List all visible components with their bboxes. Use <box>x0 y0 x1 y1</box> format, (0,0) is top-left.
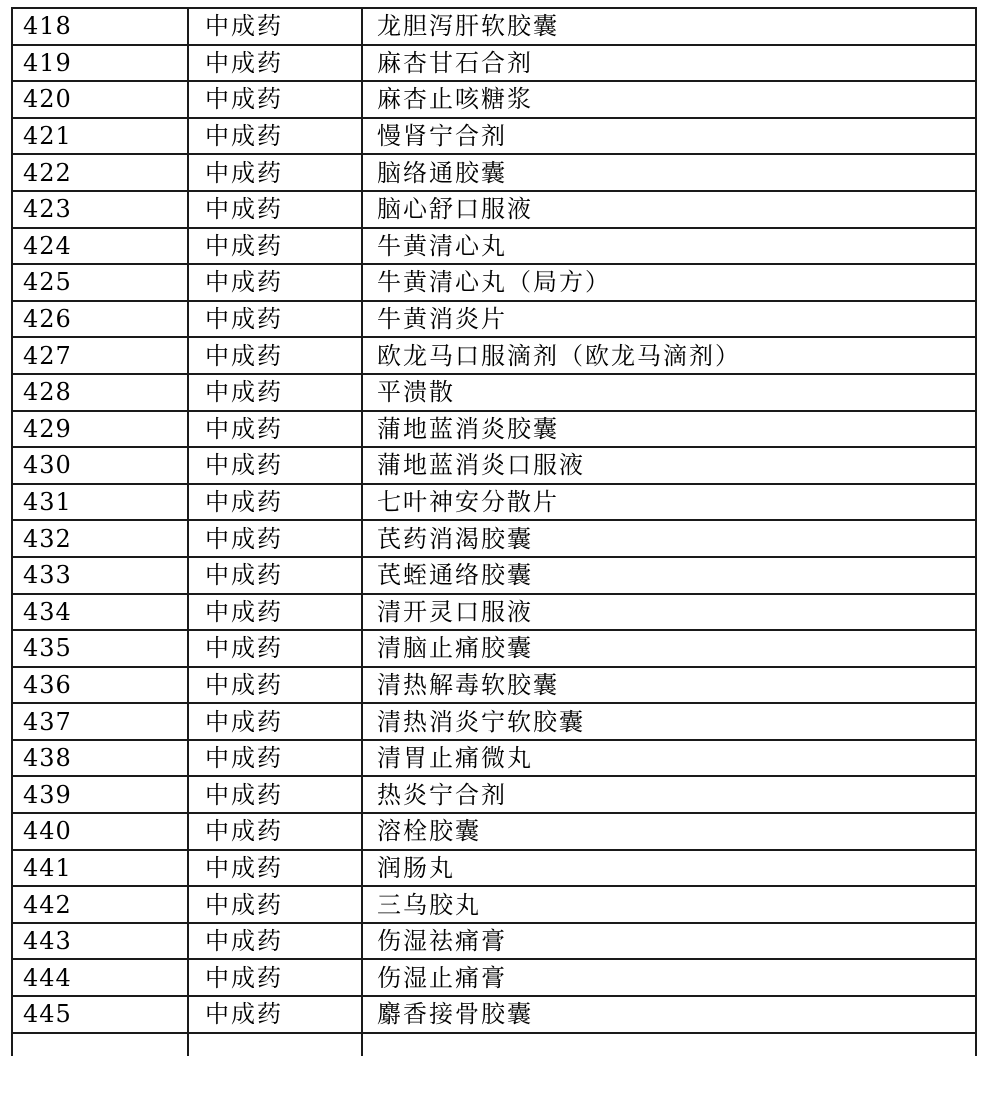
category-cell: 中成药 <box>188 996 362 1033</box>
row-number-cell: 428 <box>12 374 188 411</box>
drug-name-cell: 平溃散 <box>362 374 976 411</box>
category-cell: 中成药 <box>188 959 362 996</box>
row-number-cell: 422 <box>12 154 188 191</box>
drug-name-cell: 蒲地蓝消炎口服液 <box>362 447 976 484</box>
drug-name-cell: 慢肾宁合剂 <box>362 118 976 155</box>
table-row <box>12 191 976 228</box>
row-number-cell: 424 <box>12 228 188 265</box>
row-number-cell: 430 <box>12 447 188 484</box>
drug-name-cell: 牛黄消炎片 <box>362 301 976 338</box>
drug-name-cell: 三乌胶丸 <box>362 886 976 923</box>
cut-off-cell <box>188 1033 362 1056</box>
row-number-cell: 442 <box>12 886 188 923</box>
table-row <box>12 374 976 411</box>
table-row <box>12 520 976 557</box>
table-row <box>12 886 976 923</box>
table-row <box>12 850 976 887</box>
table-row <box>12 740 976 777</box>
drug-name-cell: 麻杏甘石合剂 <box>362 45 976 82</box>
table-row <box>12 557 976 594</box>
drug-name-cell: 脑心舒口服液 <box>362 191 976 228</box>
drug-name-cell: 欧龙马口服滴剂（欧龙马滴剂） <box>362 337 976 374</box>
row-number-cell: 436 <box>12 667 188 704</box>
drug-name-cell: 伤湿祛痛膏 <box>362 923 976 960</box>
drug-name-cell: 清热解毒软胶囊 <box>362 667 976 704</box>
category-cell: 中成药 <box>188 8 362 45</box>
table-row <box>12 447 976 484</box>
table-row <box>12 301 976 338</box>
drug-name-cell: 芪药消渴胶囊 <box>362 520 976 557</box>
cut-off-cell <box>362 1033 976 1056</box>
row-number-cell: 437 <box>12 703 188 740</box>
drug-name-cell: 脑络通胶囊 <box>362 154 976 191</box>
category-cell: 中成药 <box>188 81 362 118</box>
category-cell: 中成药 <box>188 374 362 411</box>
drug-name-cell: 润肠丸 <box>362 850 976 887</box>
row-number-cell: 420 <box>12 81 188 118</box>
table-row <box>12 337 976 374</box>
table-row <box>12 411 976 448</box>
category-cell: 中成药 <box>188 813 362 850</box>
category-cell: 中成药 <box>188 118 362 155</box>
row-number-cell: 427 <box>12 337 188 374</box>
row-number-cell: 423 <box>12 191 188 228</box>
drug-name-cell: 蒲地蓝消炎胶囊 <box>362 411 976 448</box>
drug-list-table <box>11 7 977 1056</box>
drug-list-table-container <box>11 7 977 1056</box>
category-cell: 中成药 <box>188 630 362 667</box>
drug-name-cell: 麻杏止咳糖浆 <box>362 81 976 118</box>
row-number-cell: 432 <box>12 520 188 557</box>
category-cell: 中成药 <box>188 667 362 704</box>
category-cell: 中成药 <box>188 594 362 631</box>
table-row <box>12 776 976 813</box>
drug-name-cell: 伤湿止痛膏 <box>362 959 976 996</box>
row-number-cell: 426 <box>12 301 188 338</box>
category-cell: 中成药 <box>188 776 362 813</box>
category-cell: 中成药 <box>188 923 362 960</box>
drug-name-cell: 龙胆泻肝软胶囊 <box>362 8 976 45</box>
table-row <box>12 959 976 996</box>
category-cell: 中成药 <box>188 228 362 265</box>
row-number-cell: 439 <box>12 776 188 813</box>
category-cell: 中成药 <box>188 45 362 82</box>
category-cell: 中成药 <box>188 191 362 228</box>
category-cell: 中成药 <box>188 411 362 448</box>
category-cell: 中成药 <box>188 301 362 338</box>
table-row <box>12 45 976 82</box>
drug-name-cell: 七叶神安分散片 <box>362 484 976 521</box>
row-number-cell: 418 <box>12 8 188 45</box>
category-cell: 中成药 <box>188 703 362 740</box>
table-row <box>12 630 976 667</box>
table-row <box>12 996 976 1033</box>
row-number-cell: 419 <box>12 45 188 82</box>
row-number-cell: 435 <box>12 630 188 667</box>
table-row-cut-off <box>12 1033 976 1056</box>
drug-name-cell: 牛黄清心丸 <box>362 228 976 265</box>
category-cell: 中成药 <box>188 484 362 521</box>
table-row <box>12 594 976 631</box>
row-number-cell: 443 <box>12 923 188 960</box>
row-number-cell: 433 <box>12 557 188 594</box>
table-row <box>12 118 976 155</box>
table-row <box>12 813 976 850</box>
drug-name-cell: 牛黄清心丸（局方） <box>362 264 976 301</box>
drug-name-cell: 清开灵口服液 <box>362 594 976 631</box>
category-cell: 中成药 <box>188 447 362 484</box>
row-number-cell: 425 <box>12 264 188 301</box>
table-row <box>12 484 976 521</box>
category-cell: 中成药 <box>188 850 362 887</box>
category-cell: 中成药 <box>188 886 362 923</box>
table-row <box>12 667 976 704</box>
row-number-cell: 429 <box>12 411 188 448</box>
table-row <box>12 264 976 301</box>
row-number-cell: 445 <box>12 996 188 1033</box>
drug-name-cell: 清胃止痛微丸 <box>362 740 976 777</box>
drug-name-cell: 麝香接骨胶囊 <box>362 996 976 1033</box>
row-number-cell: 438 <box>12 740 188 777</box>
table-row <box>12 8 976 45</box>
table-row <box>12 703 976 740</box>
category-cell: 中成药 <box>188 264 362 301</box>
table-row <box>12 81 976 118</box>
category-cell: 中成药 <box>188 557 362 594</box>
table-row <box>12 154 976 191</box>
category-cell: 中成药 <box>188 154 362 191</box>
drug-list-table-body <box>12 8 976 1056</box>
row-number-cell: 440 <box>12 813 188 850</box>
drug-name-cell: 清脑止痛胶囊 <box>362 630 976 667</box>
row-number-cell: 434 <box>12 594 188 631</box>
table-row <box>12 923 976 960</box>
drug-name-cell: 清热消炎宁软胶囊 <box>362 703 976 740</box>
category-cell: 中成药 <box>188 520 362 557</box>
cut-off-cell <box>12 1033 188 1056</box>
category-cell: 中成药 <box>188 740 362 777</box>
drug-name-cell: 热炎宁合剂 <box>362 776 976 813</box>
table-row <box>12 228 976 265</box>
category-cell: 中成药 <box>188 337 362 374</box>
row-number-cell: 441 <box>12 850 188 887</box>
drug-name-cell: 溶栓胶囊 <box>362 813 976 850</box>
drug-name-cell: 芪蛭通络胶囊 <box>362 557 976 594</box>
row-number-cell: 444 <box>12 959 188 996</box>
row-number-cell: 431 <box>12 484 188 521</box>
row-number-cell: 421 <box>12 118 188 155</box>
